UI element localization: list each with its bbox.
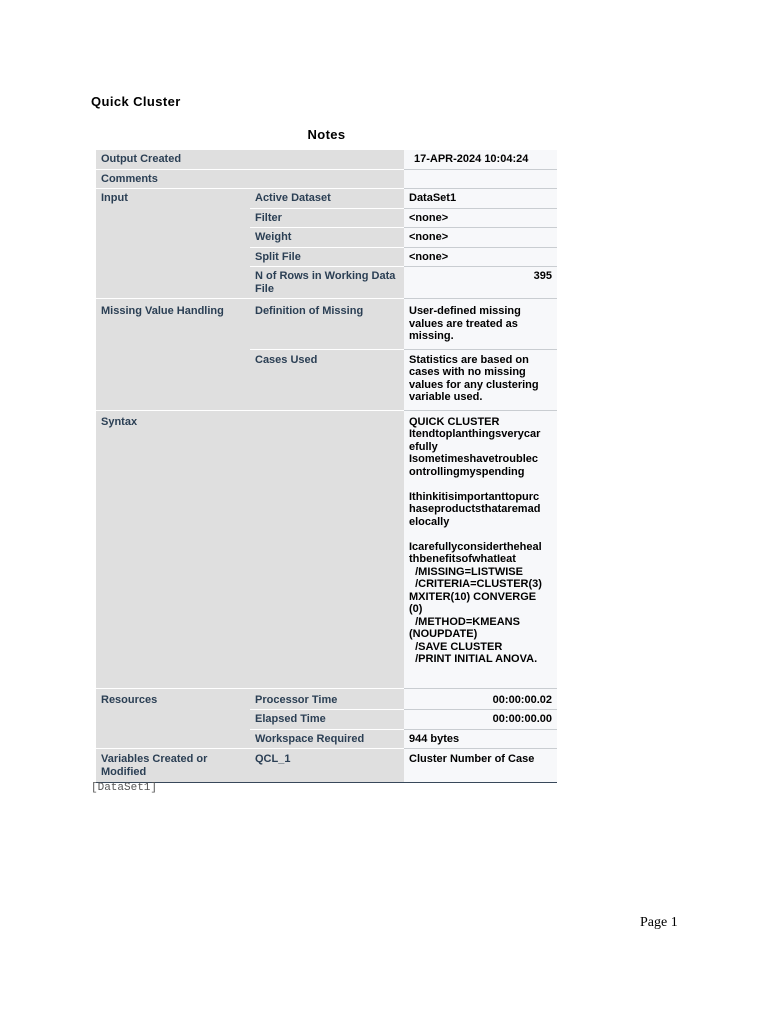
sub-label-workspace: Workspace Required xyxy=(250,729,404,749)
definition-missing-value: User-defined missing values are treated as missing. xyxy=(404,299,557,350)
workspace-value: 944 bytes xyxy=(404,729,557,749)
weight-value: <none> xyxy=(404,228,557,248)
sub-label-split-file: Split File xyxy=(250,247,404,267)
syntax-line: /MISSING=LISTWISE xyxy=(409,565,523,578)
syntax-line: Icarefullyconsidertheheal xyxy=(409,540,542,553)
syntax-line: /CRITERIA=CLUSTER(3) xyxy=(409,578,542,590)
syntax-line: efully xyxy=(409,440,438,453)
output-created-value: 17-APR-2024 10:04:24 xyxy=(404,150,557,169)
sub-label-cases-used: Cases Used xyxy=(250,349,404,410)
table-row xyxy=(96,150,557,169)
split-file-value: <none> xyxy=(404,247,557,267)
row-label-comments: Comments xyxy=(96,169,404,189)
cases-used-value: Statistics are based on cases with no missing values for any clustering variable used. xyxy=(404,349,557,410)
syntax-value xyxy=(404,410,557,688)
dataset-reference: [DataSet1] xyxy=(91,782,158,794)
syntax-line: elocally xyxy=(409,515,450,528)
page-number: Page 1 xyxy=(640,915,678,930)
row-label-input: Input xyxy=(96,189,250,299)
table-row xyxy=(96,299,557,350)
syntax-line: QUICK CLUSTER xyxy=(409,415,500,428)
comments-value xyxy=(404,169,557,189)
sub-label-n-rows: N of Rows in Working Data File xyxy=(250,267,404,299)
syntax-line: (NOUPDATE) xyxy=(409,628,478,640)
syntax-line: /SAVE CLUSTER xyxy=(409,640,503,653)
table-row xyxy=(96,169,557,189)
row-label-variables: Variables Created or Modified xyxy=(96,749,250,783)
table-row xyxy=(96,189,557,209)
syntax-line: haseproductsthataremad xyxy=(409,503,541,515)
table-row xyxy=(96,749,557,783)
syntax-gap xyxy=(409,528,552,541)
syntax-gap xyxy=(409,478,552,491)
syntax-line: MXITER(10) CONVERGE xyxy=(409,590,537,603)
notes-table xyxy=(96,150,557,783)
syntax-line: Isometimeshavetroublec xyxy=(409,453,538,465)
sub-label-weight: Weight xyxy=(250,228,404,248)
elapsed-time-value: 00:00:00.00 xyxy=(404,710,557,730)
row-label-resources: Resources xyxy=(96,688,250,749)
syntax-line: (0) xyxy=(409,603,423,615)
sub-label-definition-missing: Definition of Missing xyxy=(250,299,404,350)
row-label-output-created: Output Created xyxy=(96,150,404,169)
procedure-title: Quick Cluster xyxy=(91,94,181,109)
processor-time-value: 00:00:00.02 xyxy=(404,688,557,710)
syntax-line: /METHOD=KMEANS xyxy=(409,615,520,628)
row-label-syntax: Syntax xyxy=(96,410,404,688)
active-dataset-value: DataSet1 xyxy=(404,189,557,209)
sub-label-qcl: QCL_1 xyxy=(250,749,404,783)
sub-label-filter: Filter xyxy=(250,208,404,228)
qcl-value: Cluster Number of Case xyxy=(404,749,557,783)
table-row xyxy=(96,688,557,710)
filter-value: <none> xyxy=(404,208,557,228)
table-row xyxy=(96,410,557,688)
row-label-missing: Missing Value Handling xyxy=(96,299,250,411)
sub-label-active-dataset: Active Dataset xyxy=(250,189,404,209)
syntax-line: ontrollingmyspending xyxy=(409,465,525,478)
syntax-line: thbenefitsofwhatIeat xyxy=(409,553,516,565)
sub-label-processor-time: Processor Time xyxy=(250,688,404,710)
syntax-line: Itendtoplanthingsverycar xyxy=(409,428,541,440)
table-title: Notes xyxy=(307,127,346,142)
syntax-line: Ithinkitisimportanttopurc xyxy=(409,490,540,503)
sub-label-elapsed-time: Elapsed Time xyxy=(250,710,404,730)
syntax-line: /PRINT INITIAL ANOVA. xyxy=(409,653,538,665)
n-rows-value: 395 xyxy=(404,267,557,299)
